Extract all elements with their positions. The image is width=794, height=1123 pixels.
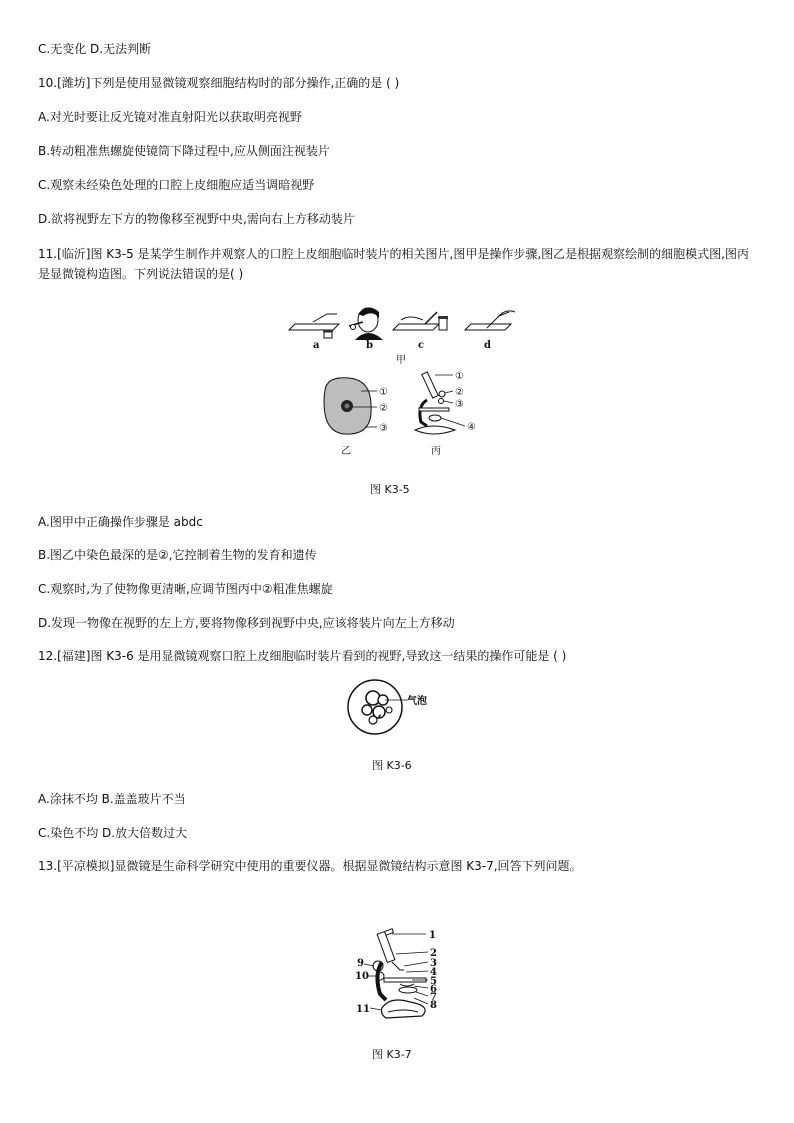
cell-mark-2: ②: [379, 403, 388, 414]
part-number-6: 6: [430, 984, 437, 995]
step-label-d: d: [484, 340, 491, 351]
q10-option-c: C.观察未经染色处理的口腔上皮细胞应适当调暗视野: [38, 178, 315, 192]
step-a-illustration: [289, 314, 339, 338]
figure-k3-6-caption: 图 K3-6: [372, 759, 412, 772]
q11-option-a: A.图甲中正确操作步骤是 abdc: [38, 515, 203, 529]
part-number-9: 9: [357, 958, 364, 969]
scope-mark-3: ③: [455, 399, 464, 410]
figure-jia-label: 甲: [396, 355, 406, 366]
scope-mark-2: ②: [455, 387, 464, 398]
cell-mark-3: ③: [379, 423, 388, 434]
step-label-b: b: [366, 340, 373, 351]
figure-k3-7-caption: 图 K3-7: [372, 1048, 412, 1061]
figure-k3-5-steps: [283, 300, 523, 368]
step-b-illustration: [349, 307, 383, 340]
figure-k3-5-caption: 图 K3-5: [370, 483, 410, 496]
q10-option-a: A.对光时要让反光镜对准直射阳光以获取明亮视野: [38, 110, 302, 124]
q11-option-b: B.图乙中染色最深的是②,它控制着生物的发育和遗传: [38, 548, 317, 562]
q10-option-d: D.欲将视野左下方的物像移至视野中央,需向右上方移动装片: [38, 212, 355, 226]
q13-stem: 13.[平凉模拟]显微镜是生命科学研究中使用的重要仪器。根据显微镜结构示意图 K3-7,回答下列问题。: [38, 859, 582, 873]
microscope-illustration-large: [373, 929, 426, 1018]
figure-yi-label: 乙: [341, 446, 351, 457]
scope-mark-4: ④: [467, 422, 476, 433]
figure-k3-6-field-of-view: [345, 678, 455, 738]
q12-stem: 12.[福建]图 K3-6 是用显微镜观察口腔上皮细胞临时装片看到的视野,导致这一结果的操作可能是 ( ): [38, 649, 567, 663]
figure-k3-7-microscope: [352, 926, 452, 1026]
part-number-10: 10: [355, 971, 369, 982]
step-c-illustration: [393, 312, 448, 330]
part-number-5: 5: [430, 976, 437, 987]
part-number-11: 11: [356, 1004, 370, 1015]
q12-options-ab: A.涂抹不均 B.盖盖玻片不当: [38, 792, 186, 806]
q10-option-b: B.转动粗准焦螺旋使镜筒下降过程中,应从侧面注视装片: [38, 144, 330, 158]
cell-mark-1: ①: [379, 387, 388, 398]
step-label-a: a: [313, 340, 320, 351]
step-label-c: c: [418, 340, 425, 351]
q12-options-cd: C.染色不均 D.放大倍数过大: [38, 826, 188, 840]
q10-stem: 10.[潍坊]下列是使用显微镜观察细胞结构时的部分操作,正确的是 ( ): [38, 76, 400, 90]
part-number-2: 2: [430, 948, 437, 959]
q11-option-d: D.发现一物像在视野的左上方,要将物像移到视野中央,应该将装片向左上方移动: [38, 616, 455, 630]
part-number-3: 3: [430, 958, 437, 969]
q11-stem: 11.[临沂]图 K3-5 是某学生制作并观察人的口腔上皮细胞临时装片的相关图片,图甲是操作步骤,图乙是根据观察绘制的细胞模式图,图丙是显微镜构造图。下列说法错误的是( ): [38, 247, 749, 281]
scope-mark-1: ①: [455, 371, 464, 382]
part-number-7: 7: [430, 992, 437, 1003]
step-d-illustration: [465, 311, 515, 330]
part-number-8: 8: [430, 1000, 437, 1011]
part-number-4: 4: [430, 967, 437, 978]
q11-option-c: C.观察时,为了使物像更清晰,应调节图丙中②粗准焦螺旋: [38, 582, 333, 596]
bubble-label: 气泡: [407, 696, 427, 707]
figure-k3-5-cell-and-microscope: [315, 370, 495, 458]
q9-options-cd: C.无变化 D.无法判断: [38, 42, 152, 56]
figure-bing-label: 丙: [431, 446, 441, 457]
part-number-1: 1: [429, 930, 436, 941]
cheek-cell-illustration: [324, 378, 377, 434]
